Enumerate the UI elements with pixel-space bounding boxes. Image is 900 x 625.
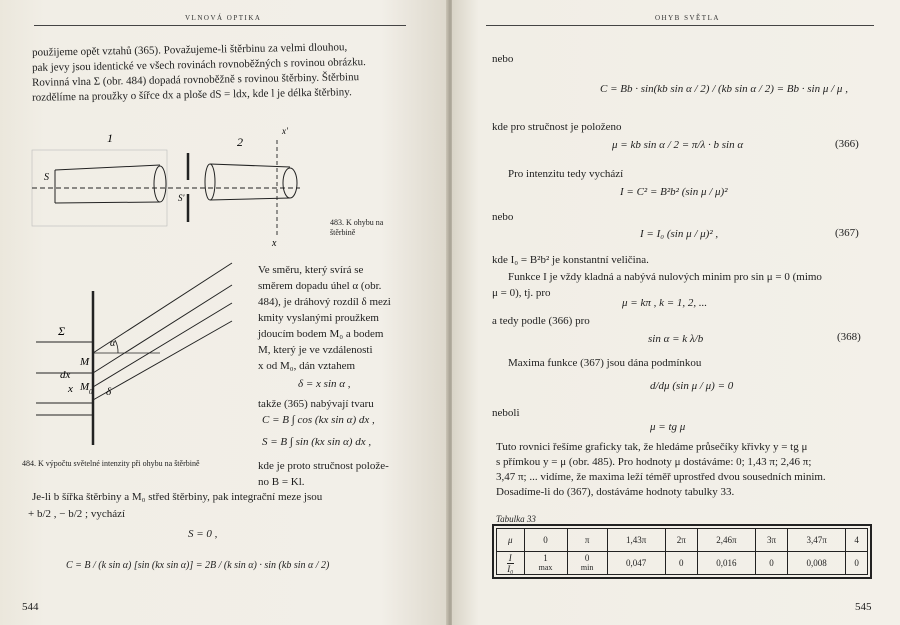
left-eq-S0: S = 0 ,: [188, 528, 218, 540]
table-cell: 0: [846, 552, 868, 575]
table-cell: 0,008: [788, 552, 846, 575]
fig483-cyl2-start: [205, 164, 215, 200]
left-para3-line1: kde je proto stručnost polože-: [258, 460, 389, 472]
left-para1-line1: použijeme opět vztahů (365). Považujeme-li štěrbinu za velmi dlouhou,: [31, 41, 348, 59]
fig484-ray-2: [93, 285, 232, 373]
table-cell: [567, 552, 607, 575]
left-para4-line1: Je-li b šířka štěrbiny a M₀ střed štěrbiny, pak integrační meze jsou: [32, 491, 323, 503]
right-para-last-line3: 3,47 π; ... vidíme, že maxima leží téměř uprostřed dvou sousedních minim.: [496, 471, 826, 483]
table-cell: π: [567, 529, 607, 552]
left-page: [0, 0, 448, 625]
right-para-last-line4: Dosadíme-li do (367), dostáváme hodnoty tabulky 33.: [496, 486, 735, 498]
right-para-last-line2: s přímkou y = μ (obr. 485). Pro hodnoty μ dostáváme: 0; 1,43 π; 2,46 π;: [496, 456, 812, 468]
right-eq-366: μ = kb sin α / 2 = π/λ · b sin α: [612, 139, 744, 151]
left-para1-line4: rozdělíme na proužky o šířce dx a ploše dS = ldx, kde l je délka štěrbiny.: [31, 86, 352, 104]
left-para2-line2: směrem dopadu úhel α (obr.: [258, 280, 382, 292]
fig484-label-M0-sub: 0: [89, 388, 93, 396]
table-cell: 0,016: [697, 552, 755, 575]
fig483-cyl2-top: [210, 164, 290, 167]
left-para1-line2: pak jevy jsou identické ve všech rovinách rovnoběžných s rovinou obrázku.: [31, 56, 366, 74]
fig483-label-x: x: [272, 238, 277, 249]
cell-value: 1: [543, 553, 548, 563]
fig483-cyl1-top: [55, 165, 160, 170]
left-eq-S-integral: S = B ∫ sin (kx sin α) dx ,: [262, 436, 372, 448]
cell-value: 0: [584, 553, 590, 563]
left-page-number: 544: [22, 601, 39, 613]
left-para2-line1: Ve směru, který svírá se: [258, 264, 364, 276]
cell-note: max: [538, 563, 553, 572]
right-kde-I0: kde I₀ = B²b² je konstantní veličina.: [492, 254, 649, 266]
left-eq-C-final: C = B / (k sin α) [sin (kx sin α)] = 2B / (k sin α) · sin (kb sin α / 2): [66, 560, 330, 571]
fig484-caption: 484. K výpočtu světelné intenzity při ohybu na štěrbině: [22, 459, 200, 468]
fig483-caption-line2: štěrbině: [330, 228, 356, 237]
fig483-cyl2-end: [283, 168, 297, 198]
table-cell: 0,047: [607, 552, 665, 575]
ratio-top: I: [508, 552, 512, 563]
right-eq-I: I = C² = B²b² (sin μ / μ)²: [620, 186, 728, 198]
table-cell: 4: [846, 529, 868, 552]
fig484-label-x: x: [68, 383, 73, 395]
fig483-cyl2-bottom: [210, 198, 290, 200]
right-funkce-line1: Funkce I je vždy kladná a nabývá nulových minim pro sin μ = 0 (mimo: [508, 271, 822, 283]
fig483-xprime: x': [282, 126, 288, 136]
left-eq-C-integral: C = B ∫ cos (kx sin α) dx ,: [262, 414, 375, 426]
table-33: [496, 528, 868, 575]
fig483-label-1: 1: [107, 131, 113, 145]
right-num-367: (367): [835, 227, 859, 239]
right-eq-mu-kpi: μ = kπ , k = 1, 2, ...: [622, 297, 708, 309]
left-para2-line7: x od M₀, dán vztahem: [258, 360, 356, 372]
right-page-number: 545: [855, 601, 872, 613]
left-para1-line3: Rovinná vlna Σ (obr. 484) dopadá rovnoběžně s rovinou štěrbiny. Štěrbinu: [31, 71, 360, 89]
table-title: Tabulka 33: [496, 514, 536, 524]
cell-note: min: [580, 563, 594, 572]
fig483-label-s: S: [44, 172, 49, 183]
fig484-sigma: Σ: [58, 324, 66, 338]
fig484-label-dx: dx: [60, 369, 71, 381]
table-cell: 1,43π: [607, 529, 665, 552]
table-cell: 3π: [755, 529, 787, 552]
right-eq-368: sin α = k λ/b: [648, 333, 704, 345]
left-para3-line2: no B = Kl.: [258, 476, 305, 488]
right-header-rule: [486, 25, 874, 26]
table-cell: 2,46π: [697, 529, 755, 552]
right-kde-pro: kde pro stručnost je položeno: [492, 121, 622, 133]
fig484-label-M0: M: [80, 381, 90, 393]
ratio-bottom: I₀: [507, 563, 514, 574]
table-cell: 3,47π: [788, 529, 846, 552]
fig484-angle-arc: [115, 340, 118, 353]
right-funkce-line2: μ = 0), tj. pro: [492, 287, 551, 299]
right-num-368: (368): [837, 331, 861, 343]
left-para2-line6: M, který je ve vzdálenosti: [258, 344, 373, 356]
table-row: [497, 529, 868, 552]
left-para4-line2: + b/2 , − b/2 ; vychází: [28, 508, 126, 520]
fig483-label-2: 2: [237, 135, 243, 149]
left-eq-delta: δ = x sin α ,: [298, 378, 351, 390]
table-cell: [524, 552, 567, 575]
right-a-tedy: a tedy podle (366) pro: [492, 315, 590, 327]
fig484-ray-4: [93, 321, 232, 400]
fig483-cyl1-end: [154, 166, 166, 202]
fig484-label-M: M: [80, 356, 90, 368]
left-para2-line3: 484), je dráhový rozdíl δ mezi: [258, 296, 391, 308]
table-cell: 0: [524, 529, 567, 552]
left-takze: takže (365) nabývají tvaru: [258, 398, 374, 410]
right-pro-intenzitu: Pro intenzitu tedy vychází: [508, 168, 624, 180]
right-eq-C-top: C = Bb · sin(kb sin α / 2) / (kb sin α / 2) = Bb · sin μ / μ ,: [600, 83, 848, 95]
table-cell-ratio: [497, 552, 525, 575]
table-cell: 0: [755, 552, 787, 575]
right-maxima: Maxima funkce (367) jsou dána podmínkou: [508, 357, 702, 369]
right-neboli: neboli: [492, 407, 520, 419]
right-para-last-line1: Tuto rovnici řešíme graficky tak, že hledáme průsečíky křivky y = tg μ: [496, 441, 808, 453]
right-eq-tg: μ = tg μ: [650, 421, 686, 433]
fig483-cyl1-bottom: [55, 202, 160, 203]
right-running-head: OHYB SVĚTLA: [655, 14, 720, 22]
figure-484: [0, 255, 250, 455]
right-num-366: (366): [835, 138, 859, 150]
fig483-caption-line1: 483. K ohybu na: [330, 218, 384, 227]
table-cell: 2π: [665, 529, 697, 552]
table-cell: μ: [497, 529, 525, 552]
left-running-head: VLNOVÁ OPTIKA: [185, 14, 262, 22]
right-eq-condition: d/dμ (sin μ / μ) = 0: [650, 380, 734, 392]
right-eq-367: I = I₀ (sin μ / μ)² ,: [640, 228, 719, 240]
fig483-label-sprime: S': [178, 193, 185, 203]
right-nebo2: nebo: [492, 211, 514, 223]
fig484-alpha: α: [110, 338, 116, 349]
table-cell: 0: [665, 552, 697, 575]
table-row: [497, 552, 868, 575]
fig484-delta: δ: [106, 386, 112, 398]
left-para2-line4: kmity vyslanými proužkem: [258, 312, 379, 324]
right-nebo1: nebo: [492, 53, 514, 65]
left-para2-line5: jdoucím bodem M₀ a bodem: [258, 328, 384, 340]
